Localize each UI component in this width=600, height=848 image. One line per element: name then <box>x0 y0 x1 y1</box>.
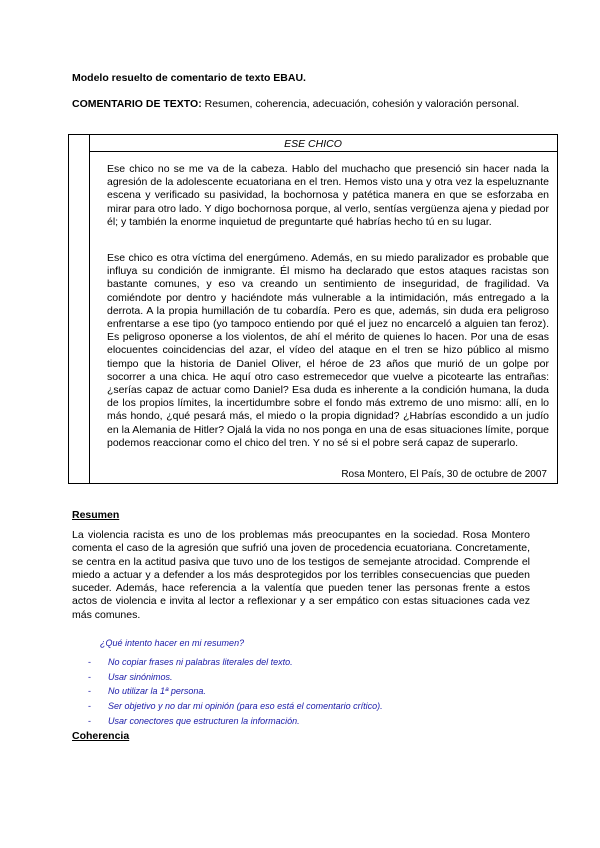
tip-text: Ser objetivo y no dar mi opinión (para eso está el comentario crítico). <box>108 701 383 712</box>
subtitle-text: Resumen, coherencia, adecuación, cohesión y valoración personal. <box>201 98 520 110</box>
box-title-divider <box>89 151 557 152</box>
source-citation: Rosa Montero, El País, 30 de octubre de 2007 <box>341 469 547 480</box>
resumen-heading: Resumen <box>72 509 120 521</box>
resumen-tips-list <box>88 657 383 730</box>
list-item <box>88 657 383 672</box>
list-marker: - <box>88 657 91 667</box>
resumen-text: La violencia racista es uno de los problemas más preocupantes en la sociedad. Rosa Montero comenta el caso de la agresión que sufrió una joven de procedencia ecuatoriana. Concretamente, se centra en la actitud pasiva que tuvo uno de los testigos de semejante atrocidad. Comprende el miedo a actuar y a defender a los más desprotegidos por los terribles consecuencias que pueden suceder. Además, hace referencia a la valentía que pueden tener las personas frente a estos actos de violencia e invita al lector a reflexionar y a ser empático con estas situaciones cada vez más comunes. <box>72 529 530 621</box>
tip-text: No utilizar la 1ª persona. <box>108 686 206 697</box>
box-gutter-line <box>89 135 90 483</box>
source-paragraph-1: Ese chico no se me va de la cabeza. Hablo del muchacho que presenció sin hacer nada la agresión de la adolescente ecuatoriana en el tren. Hemos visto una y otra vez la espeluznante escena y verificado su pasividad, la bochornosa y patética manera en que se esforzaba en mirar para otro lado. Y digo bochornosa porque, al verlo, sentías vergüenza ajena y piedad por él; y también la enorme inquietud de preguntarte qué habrías hecho tú en su lugar. <box>107 163 549 228</box>
source-text-title: ESE CHICO <box>284 138 342 150</box>
coherencia-heading: Coherencia <box>72 730 130 742</box>
list-item <box>88 716 383 731</box>
resumen-hint-question: ¿Qué intento hacer en mi resumen? <box>100 638 245 648</box>
document-subtitle <box>72 98 530 111</box>
subtitle-label: COMENTARIO DE TEXTO: <box>72 98 202 110</box>
tip-text: Usar sinónimos. <box>108 671 173 682</box>
list-item <box>88 686 383 701</box>
list-marker: - <box>88 671 91 682</box>
source-text-box <box>68 134 558 484</box>
tip-text: Usar conectores que estructuren la información. <box>108 715 300 726</box>
list-marker: - <box>88 686 91 697</box>
list-marker: - <box>88 701 91 712</box>
source-paragraph-2: Ese chico es otra víctima del energúmeno. Además, en su miedo paralizador es probable que influya su condición de inmigrante. Él mismo ha declarado que estos ataques racistas son bastante comunes, y eso va creando un sentimiento de inseguridad, de fragilidad. Va comiéndote por dentro y haciéndote más vulnerable a la intimidación, más entregado a la derrota. A la propia humillación de tu cobardía. Pero es que, además, sin duda era peligroso enfrentarse a ese tipo (yo tampoco entiendo por qué el juez no encarceló a alguien tan feroz). Es peligroso oponerse a los violentos, de ahí el mérito de quienes lo hacen. Por una de esas elocuentes coincidencias del azar, el vídeo del ataque en el tren se hizo público al mismo tiempo que la historia de Daniel Oliver, el héroe de 23 años que murió de un golpe por socorrer a una chica. He aquí otro caso estremecedor que vuelve a picotearte las entrañas: ¿serías capaz de actuar como Daniel? Esa duda es inherente a la condición humana, la duda de los propios límites, la incertidumbre sobre el fondo más extremo de uno mismo: allí, en lo más hondo, ¿qué pesará más, el miedo o la propia dignidad? ¿Habrías escondido a un judío en la Alemania de Hitler? Ojalá la vida no nos ponga en una de esas situaciones límite, porque podemos reaccionar como el chico del tren. Y no sé si el pobre será capaz de superarlo. <box>107 252 549 449</box>
document-title: Modelo resuelto de comentario de texto EBAU. <box>72 72 306 84</box>
tip-text: No copiar frases ni palabras literales del texto. <box>108 657 293 667</box>
list-item <box>88 672 383 687</box>
list-marker: - <box>88 715 91 726</box>
list-item <box>88 701 383 716</box>
